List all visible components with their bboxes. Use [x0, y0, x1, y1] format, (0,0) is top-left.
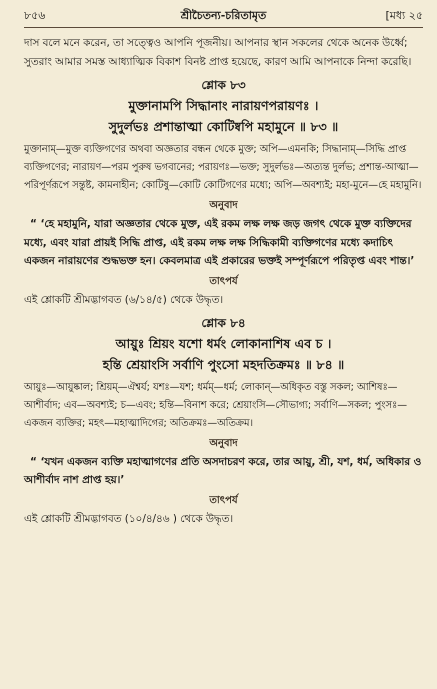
sloka-84-purport-heading: তাৎপর্য	[209, 494, 238, 506]
page-number: ৮৫৬	[24, 9, 46, 22]
sloka-84-word-for-word: আয়ুঃ—আয়ুষ্কাল; শ্রিয়ম্—ঐশ্বর্য; যশঃ—যশ; ধর্মম্—ধর্ম; লোকান্—অধিকৃত বস্তু সকল; আশিষঃ—আশীর্বাদ; এব—অবশ্যই; চ—এবং; হন্তি—বিনাশ করে; শ্রেয়াংসি—সৌভাগ্য; সর্বাণি—সকল; পুংসঃ—একজন ব্যক্তির; মহৎ—মহাত্মাদিগের; অতিক্রমঃ—অতিক্রম।	[24, 381, 407, 429]
intro-paragraph: দাস বলে মনে করেন, তা সত্ত্বেও আপনি পূজনীয়। আপনার স্থান সকলের থেকে অনেক উর্ধ্বে; সুতরাং আমার সমস্ত আধ্যাত্মিক বিকাশ বিনষ্ট প্রাপ্ত হয়েছে, কারণ আমি আপনাকে নিন্দা করেছি।	[24, 37, 412, 68]
sloka-83-word-for-word: মুক্তানাম্—মুক্ত ব্যক্তিগণের অথবা অজ্ঞতার বন্ধন থেকে মুক্ত; অপি—এমনকি; সিদ্ধানাম্—সিদ্ধি প্রাপ্ত ব্যক্তিগণের; নারায়ণ—পরম পুরুষ ভগবানের; পরায়ণঃ—ভক্ত; সুদুর্লভঃ—অত্যন্ত দুর্লভ; প্রশান্ত-আত্মা—পরিপূর্ণরূপে সন্তুষ্ট, কামনাহীন; কোটিষু—কোটি কোটিগণের মধ্যে; অপি—অবশ্যই; মহা-মুনে—হে মহামুনি।	[24, 144, 422, 191]
page-content	[24, 34, 423, 528]
page-header	[24, 6, 423, 26]
sloka-83-translation-heading: অনুবাদ	[209, 200, 238, 211]
sloka-83-translation: “ ‘হে মহামুনি, যারা অজ্ঞতার থেকে মুক্ত, এই রকম লক্ষ লক্ষ জড় জগৎ থেকে মুক্ত ব্যক্তিদের মধ্যে, এবং যারা প্রায়ই সিদ্ধি প্রাপ্ত, এই রকম লক্ষ লক্ষ সিদ্ধিকামী ব্যক্তিগণের মধ্যে কদাচিৎ একজন নারায়ণের শুদ্ধভক্ত হন। কেবলমাত্র এই প্রকারের ভক্তই সম্পূর্ণরূপে পরিতৃপ্ত এবং শান্ত।’	[24, 218, 415, 267]
sloka-83-verse-line-2: সুদুর্লভঃ প্রশান্তাত্মা কোটিষ্বপি মহামুনে ॥ ৮৩ ॥	[108, 119, 339, 134]
book-title: শ্রীচৈতন্য-চরিতামৃত	[180, 9, 267, 22]
sloka-84-verse-line-1: আয়ুঃ শ্রিয়ং যশো ধর্মং লোকানাশিষ এব চ ।	[115, 335, 332, 351]
sloka-84-heading: শ্লোক ৮৪	[201, 315, 246, 330]
sloka-83-purport-heading: তাৎপর্য	[209, 275, 238, 287]
header-divider	[24, 27, 423, 28]
sloka-84-verse-line-2: হন্তি শ্রেয়াংসি সর্বাণি পুংসো মহদতিক্রমঃ ॥ ৮৪ ॥	[102, 356, 345, 372]
sloka-84-translation: “ ‘যখন একজন ব্যক্তি মহাত্মাগণের প্রতি অসদাচরণ করে, তার আয়ু, শ্রী, যশ, ধর্ম, অধিকার ও আশীর্বাদ নাশ প্রাপ্ত হয়।’	[24, 455, 422, 486]
section-label: [মধ্য ২৫	[385, 9, 423, 22]
sloka-83-purport: এই শ্লোকটি শ্রীমদ্ভাগবত (৬/১৪/৫) থেকে উদ্ধৃত।	[24, 293, 224, 306]
sloka-84-translation-heading: অনুবাদ	[209, 437, 238, 449]
sloka-83-heading: শ্লোক ৮৩	[201, 78, 246, 92]
sloka-83-verse-line-1: মুক্তানামপি সিদ্ধানাং নারায়ণপরায়ণঃ ।	[128, 98, 319, 113]
sloka-84-purport: এই শ্লোকটি শ্রীমদ্ভাগবত (১০/৪/৪৬ ) থেকে উদ্ধৃত।	[24, 512, 234, 525]
